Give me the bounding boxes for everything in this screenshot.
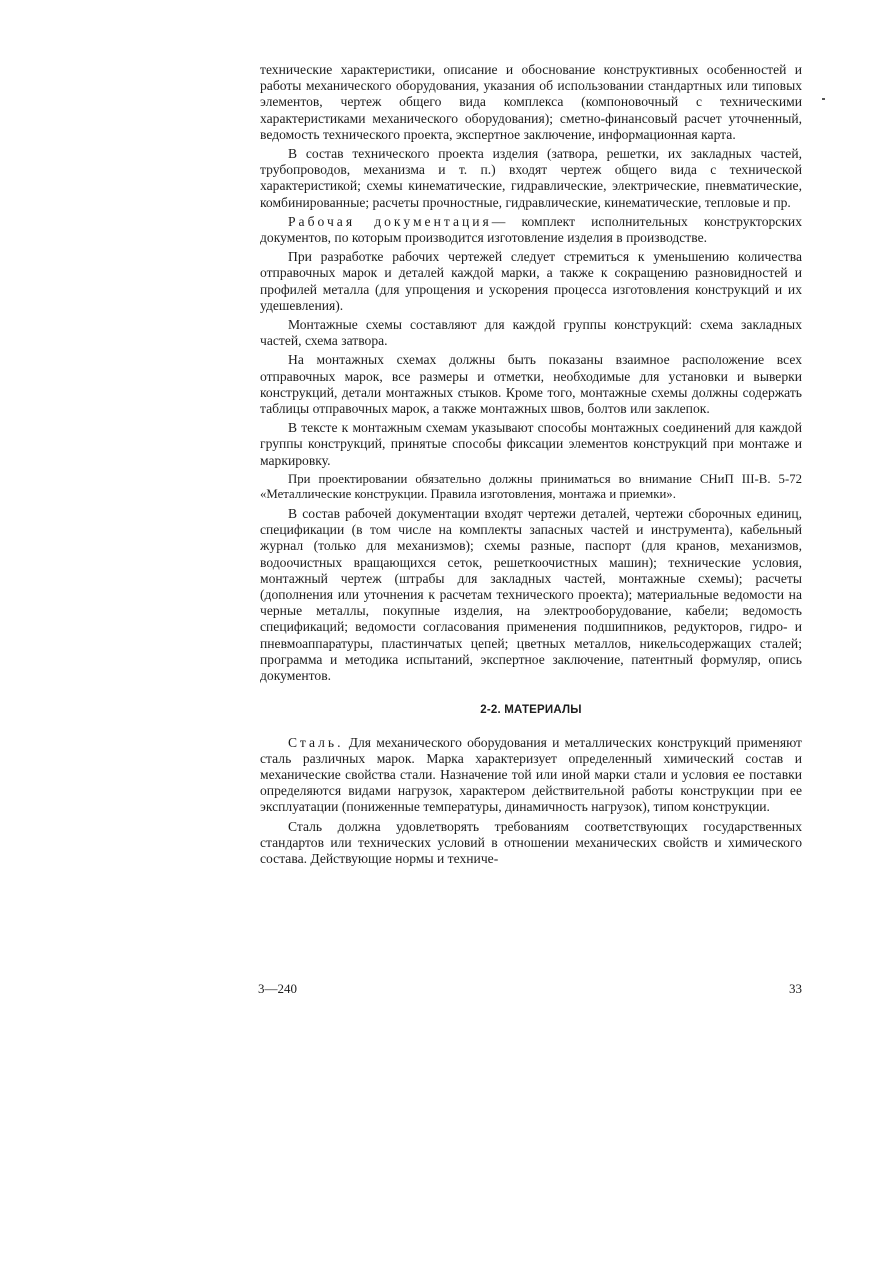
paragraph-working-docs xyxy=(260,214,802,246)
paragraph-working-drawings: При разработке рабочих чертежей следует стремиться к уменьшению количества отправочных марок и деталей каждой марки, а также к сокращению разновидностей и профилей металла (для упрощения и ускорения процесса изготовления конструкций и их удешевления). xyxy=(260,249,802,313)
working-docs-definition: — комплект исполнительных конструкторских документов, по которым производится изготовление изделия в производстве. xyxy=(260,213,802,246)
paragraph-scheme-text: В тексте к монтажным схемам указывают способы монтажных соединений для каждой группы конструкций, принятые способы фиксации элементов конструкций при монтаже и маркировку. xyxy=(260,420,802,468)
steel-description: Для механического оборудования и металлических конструкций применяют сталь различных марок. Марка характеризует определенный химический состав и механические свойства стали. Назначение той или иной марки стали и условия ее поставки определяются видами нагрузок, характером действительной работы конструкции при ее эксплуатации (пониженные температуры, динамичность нагрузок), типом конструкции. xyxy=(260,734,803,815)
paragraph-tech-project-contents: В состав технического проекта изделия (затвора, решетки, их закладных частей, трубопроводов, механизма и т. п.) входят чертеж общего вида с технической характеристикой; схемы кинематические, гидравлические, электрические, пневматические, комбинированные; расчеты прочностные, гидравлические, кинематические, тепловые и пр. xyxy=(260,146,802,210)
paragraph-scheme-requirements: На монтажных схемах должны быть показаны взаимное расположение всех отправочных марок, все размеры и отметки, необходимые для установки и выверки конструкций, детали монтажных стыков. Кроме того, монтажные схемы должны содержать таблицы отправочных марок, а также монтажных швов, болтов или заклепок. xyxy=(260,352,802,417)
term-steel: Сталь. xyxy=(288,734,344,750)
paragraph-assembly-schemes: Монтажные схемы составляют для каждой группы конструкций: схема закладных частей, схема затвора. xyxy=(260,317,802,349)
paragraph-steel-standards: Сталь должна удовлетворять требованиям соответствующих государственных стандартов или технических условий в отношении механических свойств и химического состава. Действующие нормы и техниче- xyxy=(260,818,802,866)
paragraph-tech-characteristics: технические характеристики, описание и обоснование конструктивных особенностей и работы механического оборудования, указания об использовании стандартных или типовых элементов, чертеж общего вида комплекса (компоновочный с техническими характеристиками механического оборудования); сметно-финансовый расчет уточненный, ведомость технического проекта, экспертное заключение, информационная карта. xyxy=(260,62,802,142)
paragraph-working-docs-contents: В состав рабочей документации входят чертежи деталей, чертежи сборочных единиц, спецификации (в том числе на комплекты запасных частей и инструмента), кабельный журнал (только для механизмов); схемы разные, паспорт (для кранов, механизмов, водоочистных вращающихся сеток, решеткоочистных машин); технические условия, монтажный чертеж (штрабы для закладных частей, монтажные схемы); расчеты (дополнения или уточнения к расчетам технического проекта); материальные ведомости на черные металлы, покупные изделия, на электрооборудование, кабели; ведомость спецификаций; ведомости согласования применения подшипников, редукторов, гидро- и пневмоаппаратуры, пластинчатых цепей; цветных металлов, никельсодержащих сталей; программа и методика испытаний, экспертное заключение, патентный формуляр, опись документов. xyxy=(260,506,802,684)
section-title: 2-2. МАТЕРИАЛЫ xyxy=(480,704,582,717)
paragraph-snip-reference: При проектировании обязательно должны приниматься во внимание СНиП III-В. 5-72 «Металлические конструкции. Правила изготовления, монтажа и приемки». xyxy=(260,471,802,502)
printer-signature: 3—240 xyxy=(258,981,297,996)
term-working-docs: Рабочая документация xyxy=(288,213,492,229)
page-number: 33 xyxy=(789,981,802,996)
document-page xyxy=(260,62,802,870)
page-footer xyxy=(258,981,802,997)
paragraph-steel xyxy=(260,735,802,816)
scan-speck xyxy=(822,98,825,100)
